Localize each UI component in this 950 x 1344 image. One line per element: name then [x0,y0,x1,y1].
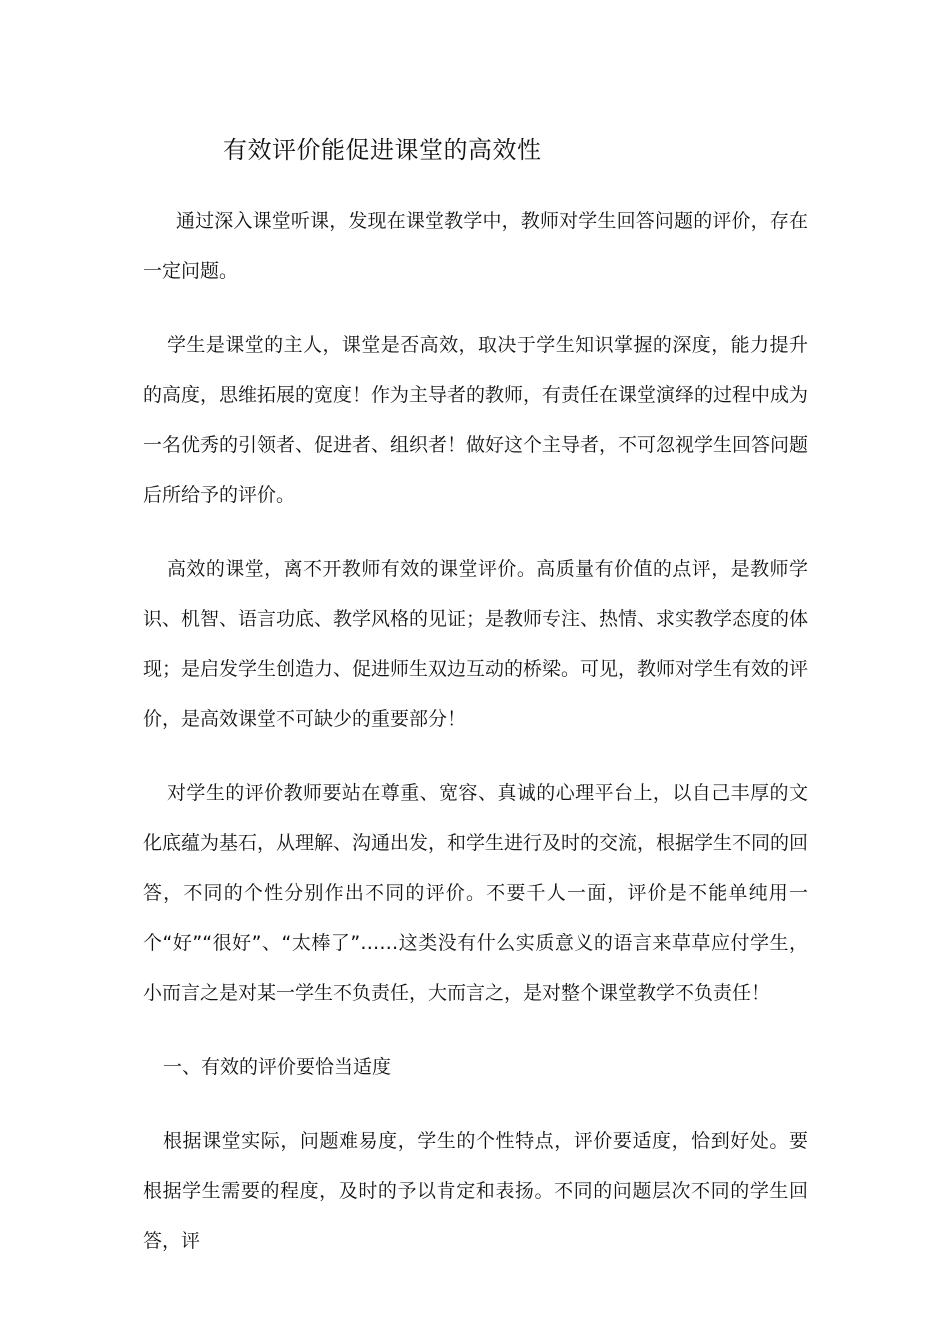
document-title: 有效评价能促进课堂的高效性 [223,136,542,164]
paragraph-appropriate-evaluation: 根据课堂实际，问题难易度，学生的个性特点，评价要适度，恰到好处。要根据学生需要的程度，及时的予以肯定和表扬。不同的问题层次不同的学生回答，评 [143,1130,808,1252]
paragraph-efficient-classroom: 高效的课堂，离不开教师有效的课堂评价。高质量有价值的点评，是教师学识、机智、语言功底、教学风格的见证；是教师专注、热情、求实教学态度的体现；是启发学生创造力、促进师生双边互动的桥梁。可见，教师对学生有效的评价，是高效课堂不可缺少的重要部分！ [143,558,809,730]
paragraph-evaluation-principles: 对学生的评价教师要站在尊重、宽容、真诚的心理平台上，以自己丰厚的文化底蕴为基石，从理解、沟通出发，和学生进行及时的交流，根据学生不同的回答，不同的个性分别作出不同的评价。不要千人一面，评价是不能单纯用一个“好”“很好”、“太棒了”……这类没有什么实质意义的语言来草草应付学生，小而言之是对某一学生不负责任，大而言之，是对整个课堂教学不负责任！ [143,782,809,1004]
paragraph-intro: 通过深入课堂听课，发现在课堂教学中，教师对学生回答问题的评价，存在一定问题。 [143,210,808,282]
document-body [143,196,808,1266]
section-heading-1: 一、有效的评价要恰当适度 [163,1056,392,1078]
paragraph-student-role: 学生是课堂的主人，课堂是否高效，取决于学生知识掌握的深度，能力提升的高度，思维拓展的宽度！作为主导者的教师，有责任在课堂演绎的过程中成为一名优秀的引领者、促进者、组织者！做好这个主导者，不可忽视学生回答问题后所给予的评价。 [143,334,809,506]
